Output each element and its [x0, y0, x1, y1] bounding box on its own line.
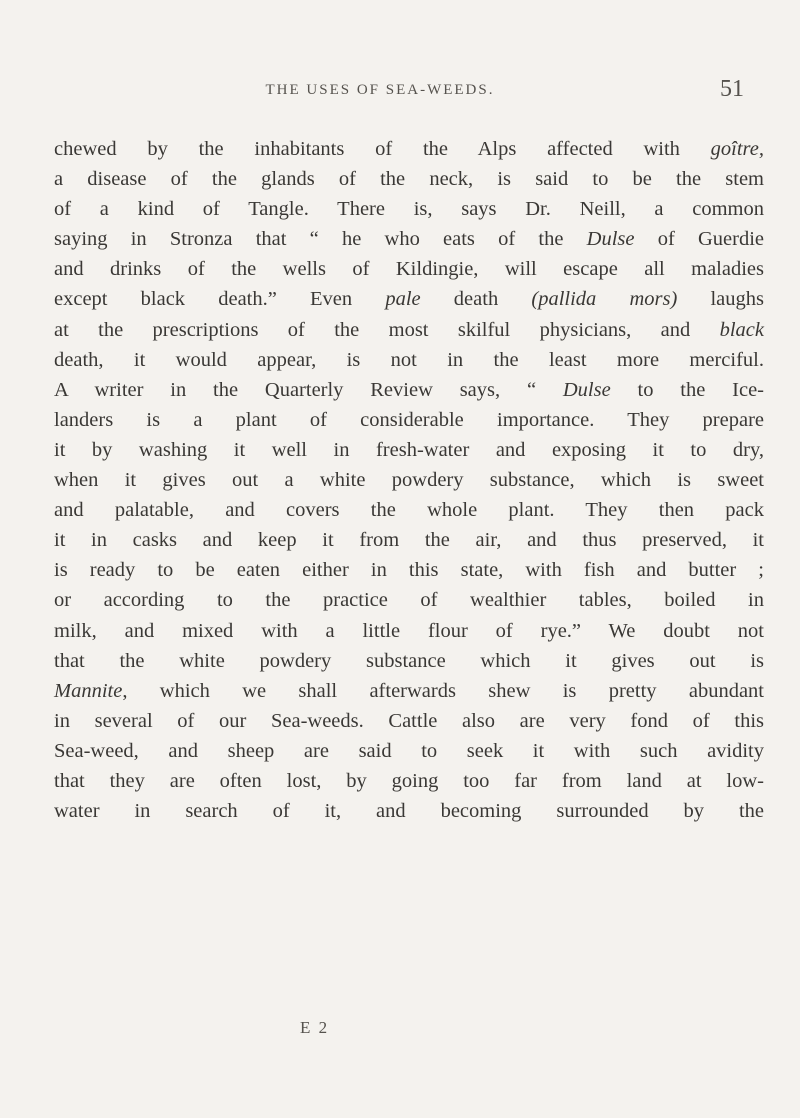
italic-term: Dulse [586, 228, 635, 251]
text-segment: it by washing it well in fresh-water and exposing it to dry, [54, 438, 764, 461]
text-segment: milk, and mixed with a little flour of rye.” We doubt not [54, 619, 764, 642]
italic-term: Mannite [54, 679, 123, 702]
text-segment: that they are often lost, by going too far from land at low- [54, 769, 764, 792]
text-line [54, 405, 764, 435]
text-line [54, 525, 764, 555]
text-line [54, 706, 764, 736]
text-segment: Sea-weed, and sheep are said to seek it with such avidity [54, 739, 764, 762]
text-segment: to the Ice- [610, 378, 765, 401]
italic-term: black [719, 318, 764, 341]
page-header [0, 76, 800, 112]
text-segment: except black death.” Even [54, 288, 386, 311]
body-text [54, 134, 764, 826]
text-line [54, 585, 764, 615]
text-segment: it in casks and keep it from the air, and thus preserved, it [54, 529, 764, 552]
text-line [54, 254, 764, 284]
text-segment: A writer in the Quarterly Review says, “ [54, 378, 563, 401]
text-segment: of Guerdie [634, 228, 764, 251]
text-line [54, 766, 764, 796]
text-segment: laughs [677, 288, 765, 311]
text-segment: and palatable, and covers the whole plant. They then pack [54, 499, 764, 522]
text-line [54, 134, 764, 164]
text-line [54, 164, 764, 194]
text-line [54, 375, 764, 405]
text-segment: landers is a plant of considerable importance. They prepare [54, 408, 764, 431]
italic-term: pale [385, 288, 421, 311]
text-segment: , which we shall afterwards shew is pretty abundant [122, 679, 764, 702]
text-segment: and drinks of the wells of Kildingie, will escape all maladies [54, 258, 764, 281]
text-line [54, 676, 764, 706]
text-line [54, 555, 764, 585]
text-segment: of a kind of Tangle. There is, says Dr. Neill, a common [54, 198, 764, 221]
text-line [54, 646, 764, 676]
text-line [54, 345, 764, 375]
text-segment: a disease of the glands of the neck, is said to be the stem [54, 168, 764, 191]
italic-term: Dulse [562, 378, 611, 401]
text-line [54, 465, 764, 495]
text-line [54, 435, 764, 465]
text-segment: death, it would appear, is not in the least more merciful. [54, 348, 764, 371]
text-segment: water in search of it, and becoming surrounded by the [54, 800, 764, 823]
text-line [54, 194, 764, 224]
text-segment: death [420, 288, 532, 311]
italic-term: goître, [710, 138, 764, 160]
text-segment: is ready to be eaten either in this state, with fish and butter ; [54, 559, 764, 582]
text-line [54, 284, 764, 314]
running-head: THE USES OF SEA-WEEDS. [265, 82, 495, 98]
text-line [54, 736, 764, 766]
page-number: 51 [720, 76, 744, 102]
text-line [54, 616, 764, 646]
text-line [54, 495, 764, 525]
signature-mark: E 2 [300, 1018, 330, 1037]
text-segment: or according to the practice of wealthier tables, boiled in [54, 589, 764, 612]
text-segment: saying in Stronza that “ he who eats of the [54, 228, 587, 251]
text-segment: that the white powdery substance which it gives out is [54, 649, 764, 672]
text-segment: in several of our Sea-weeds. Cattle also are very fond of this [54, 709, 764, 732]
italic-term: (pallida mors) [531, 288, 678, 311]
text-segment: at the prescriptions of the most skilful physicians, and [54, 318, 720, 341]
text-line [54, 315, 764, 345]
text-line [54, 224, 764, 254]
text-line [54, 796, 764, 826]
text-segment: chewed by the inhabitants of the Alps affected with [54, 138, 711, 160]
text-segment: when it gives out a white powdery substance, which is sweet [54, 469, 764, 492]
